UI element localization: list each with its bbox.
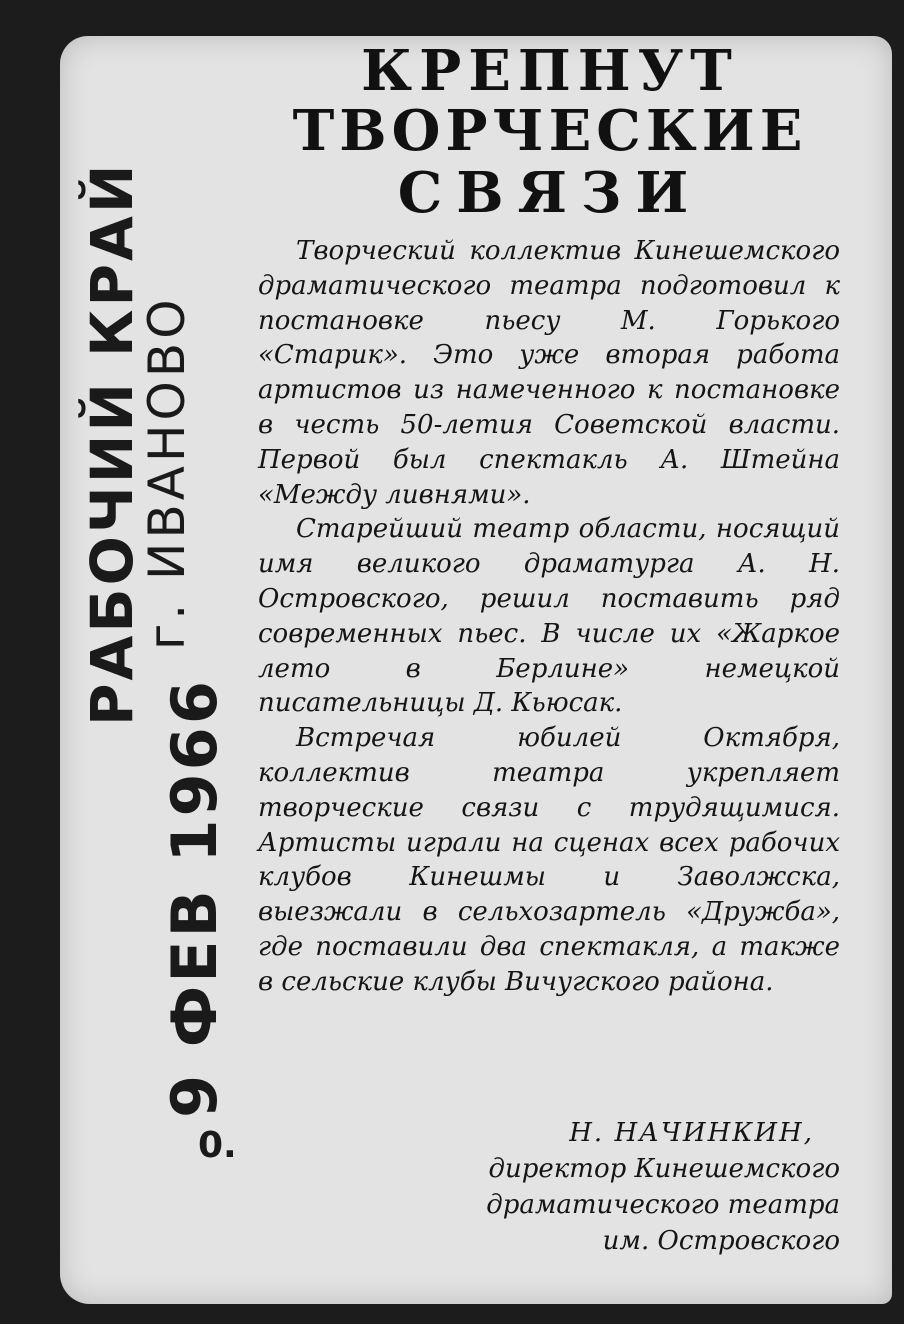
article-paragraph: Творческий коллектив Кинешемского драматического театра подготовил к постановке пьесу М. Горького «Старик». Это уже вторая работа артистов из намеченного к постановке в честь 50-летия Советской власти. Первой был спектакль А. Штейна «Между ливнями». <box>258 236 840 510</box>
author-title-line: им. Островского <box>602 1226 840 1256</box>
city-stamp: г. ИВАНОВО <box>138 295 196 650</box>
article-paragraph: Встречая юбилей Октября, коллектив театра укрепляет творческие связи с трудящимися. Артисты играли на сценах всех рабочих клубов Кинешмы и Заволжска, выезжали в сельхозартель «Дружба», где поставили два спектакля, а также в сельские клубы Вичугского района. <box>258 723 840 997</box>
article-paragraph: Старейший театр области, носящий имя великого драматурга А. Н. Островского, решил поставить ряд современных пьес. В числе их «Жаркое лето в Берлине» немецкой писательницы Д. Кьюсак. <box>258 514 840 719</box>
headline-line-2: ТВОРЧЕСКИЕ <box>292 98 808 164</box>
author-title-line: драматического театра <box>486 1190 840 1220</box>
author-title-line: директор Кинешемского <box>488 1154 840 1184</box>
author-name: Н. НАЧИНКИН, <box>569 1118 814 1148</box>
headline-line-1: КРЕПНУТ <box>361 38 739 104</box>
newspaper-name-stamp: РАБОЧИЙ КРАЙ <box>78 161 146 726</box>
date-stamp: 9 ФЕВ 1966 <box>158 678 231 1118</box>
stamp-mark: 0. <box>198 1125 237 1166</box>
headline-line-3: СВЯЗИ <box>397 160 703 226</box>
article-body <box>258 234 840 1000</box>
author-signature <box>420 1115 840 1259</box>
